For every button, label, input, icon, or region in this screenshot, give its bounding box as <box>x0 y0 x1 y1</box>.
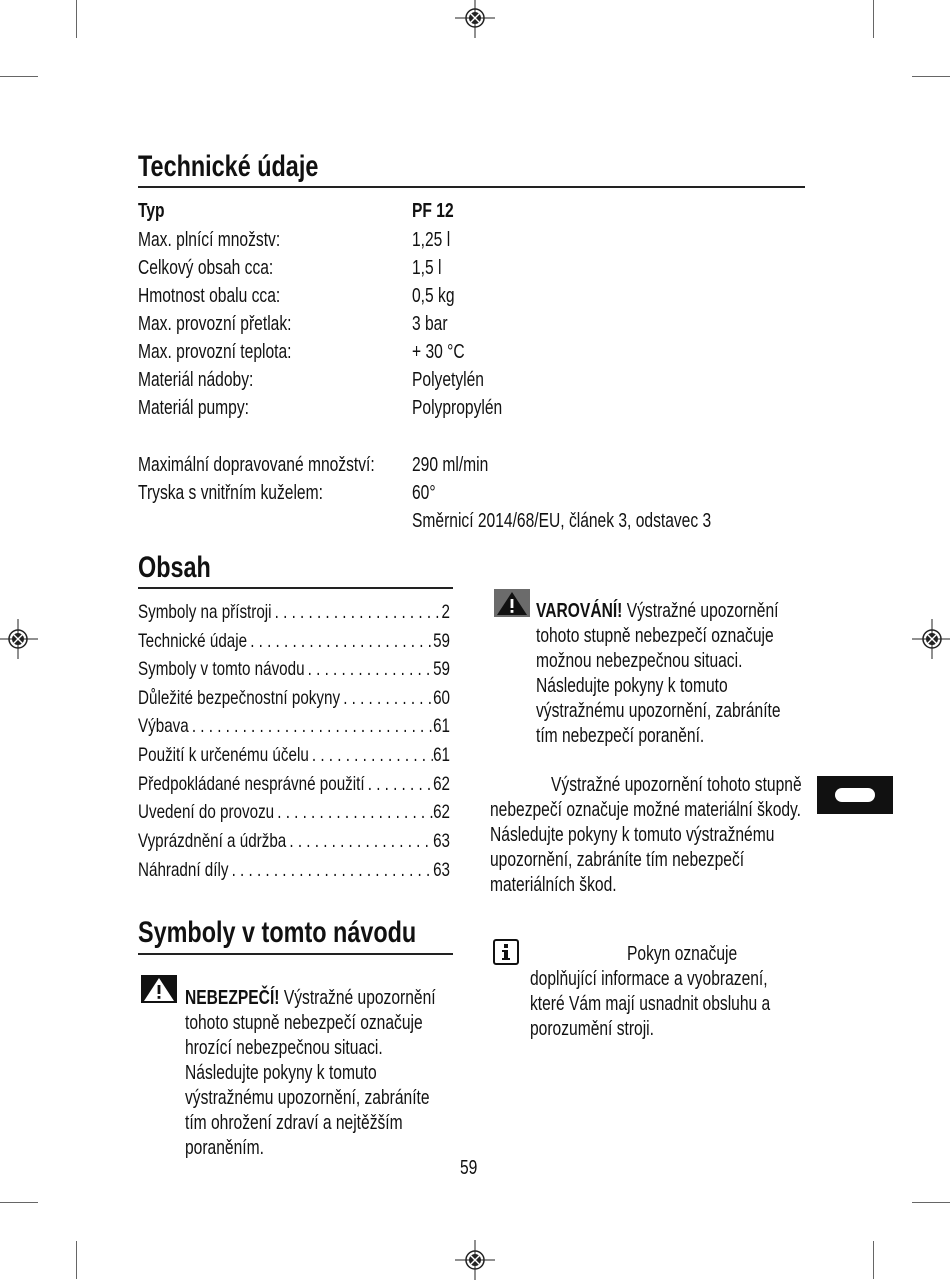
spec-header-value: PF 12 <box>412 200 454 222</box>
crop-mark <box>912 1202 950 1203</box>
registration-mark-icon <box>912 619 950 659</box>
toc-item-label: Důležité bezpečnostní pokyny <box>138 687 341 709</box>
spec-value: 0,5 kg <box>412 285 455 307</box>
spec-value: Polyetylén <box>412 369 484 391</box>
warning-notice <box>536 599 850 749</box>
warning-triangle-icon <box>141 975 177 1003</box>
registration-mark-icon <box>455 0 495 38</box>
toc-item[interactable] <box>138 799 450 825</box>
caution-line: materiálních škod. <box>490 874 617 896</box>
toc-leader <box>247 628 433 654</box>
spec-label: Maximální dopravované množství: <box>138 454 375 476</box>
toc-leader <box>228 857 433 883</box>
spec-label: Materiál nádoby: <box>138 369 254 391</box>
toc-item-label: Předpokládané nesprávné použití <box>138 773 365 795</box>
warning-line: výstražnému upozornění, zabráníte <box>536 700 781 722</box>
toc-item-label: Náhradní díly <box>138 859 229 881</box>
toc-leader <box>189 713 433 739</box>
technical-data-heading: Technické údaje <box>138 150 319 183</box>
spec-label: Max. provozní přetlak: <box>138 313 292 335</box>
toc-item-page: 60 <box>433 687 450 709</box>
crop-mark <box>873 1241 874 1279</box>
crop-mark <box>873 0 874 38</box>
warning-line: možnou nebezpečnou situaci. <box>536 650 743 672</box>
symbols-heading: Symboly v tomto návodu <box>138 916 417 949</box>
crop-mark <box>76 1241 77 1279</box>
spec-label: Max. provozní teplota: <box>138 341 292 363</box>
warning-line: tím nebezpečí poranění. <box>536 725 705 747</box>
toc-item-page: 62 <box>433 773 450 795</box>
spec-label: Celkový obsah cca: <box>138 257 274 279</box>
info-line: Pokyn označuje <box>627 943 738 965</box>
toc-item-page: 59 <box>433 630 450 652</box>
warning-line: Následujte pokyny k tomuto <box>536 675 728 697</box>
spec-value: 3 bar <box>412 313 448 335</box>
toc-item[interactable] <box>138 656 450 682</box>
crop-mark <box>0 76 38 77</box>
spec-value: Směrnicí 2014/68/EU, článek 3, odstavec 3 <box>412 510 712 532</box>
toc-item-page: 63 <box>433 830 450 852</box>
toc-leader <box>365 771 433 797</box>
toc-item[interactable] <box>138 713 450 739</box>
spec-value: + 30 °C <box>412 341 465 363</box>
info-icon <box>493 939 519 965</box>
danger-keyword: NEBEZPEČÍ! <box>185 987 280 1009</box>
danger-line: poraněním. <box>185 1137 264 1159</box>
warning-triangle-icon <box>494 589 530 617</box>
language-tab-pill <box>835 788 875 802</box>
toc-item-page: 61 <box>433 715 450 737</box>
warning-line: VAROVÁNÍ! Výstražné upozornění <box>536 600 779 622</box>
toc-item-page: 62 <box>433 801 450 823</box>
danger-line: tím ohrožení zdraví a nejtěžším <box>185 1112 403 1134</box>
warning-keyword: VAROVÁNÍ! <box>536 600 623 622</box>
spec-value: 1,5 l <box>412 257 442 279</box>
toc-leader <box>309 742 433 768</box>
contents-rule <box>138 587 453 589</box>
crop-mark <box>76 0 77 38</box>
danger-notice <box>185 986 506 1161</box>
toc-leader <box>340 685 433 711</box>
toc-item-page: 59 <box>433 658 450 680</box>
page-number: 59 <box>460 1157 478 1179</box>
toc-item-label: Výbava <box>138 715 189 737</box>
toc-item-page: 2 <box>441 601 450 623</box>
spec-label: Max. plnící množstv: <box>138 229 281 251</box>
toc-item-label: Technické údaje <box>138 630 248 652</box>
toc-leader <box>286 828 433 854</box>
spec-label: Materiál pumpy: <box>138 397 249 419</box>
info-line: které Vám mají usnadnit obsluhu a <box>530 993 771 1015</box>
registration-mark-icon <box>0 619 38 659</box>
toc-item[interactable] <box>138 628 450 654</box>
caution-line: nebezpečí označuje možné materiální škody. <box>490 799 802 821</box>
spec-value: 1,25 l <box>412 229 451 251</box>
spec-label: Hmotnost obalu cca: <box>138 285 281 307</box>
caution-line: Výstražné upozornění tohoto stupně <box>551 774 802 796</box>
spec-header-label: Typ <box>138 200 165 222</box>
toc-leader <box>305 656 434 682</box>
toc-item-page: 61 <box>433 744 450 766</box>
crop-mark <box>912 76 950 77</box>
danger-line: Následujte pokyny k tomuto <box>185 1062 377 1084</box>
danger-line: tohoto stupně nebezpečí označuje <box>185 1012 423 1034</box>
spec-value: Polypropylén <box>412 397 503 419</box>
toc-leader <box>272 599 442 625</box>
toc-item-label: Použití k určenému účelu <box>138 744 309 766</box>
technical-data-rule <box>138 186 805 188</box>
crop-mark <box>0 1202 38 1203</box>
toc-item[interactable] <box>138 857 450 883</box>
toc-item[interactable] <box>138 771 450 797</box>
toc-item-label: Uvedení do provozu <box>138 801 275 823</box>
danger-line: výstražnému upozornění, zabráníte <box>185 1087 430 1109</box>
spec-label: Tryska s vnitřním kuželem: <box>138 482 323 504</box>
toc-item[interactable] <box>138 685 450 711</box>
registration-mark-icon <box>455 1240 495 1280</box>
toc-item-label: Symboly na přístroji <box>138 601 272 623</box>
toc-item-page: 63 <box>433 859 450 881</box>
symbols-rule <box>138 953 453 955</box>
danger-line: NEBEZPEČÍ! Výstražné upozornění <box>185 987 436 1009</box>
caution-line: upozornění, zabráníte tím nebezpečí <box>490 849 745 871</box>
toc-item-label: Symboly v tomto návodu <box>138 658 305 680</box>
language-tab <box>817 776 893 814</box>
spec-value: 60° <box>412 482 436 504</box>
info-line: porozumění stroji. <box>530 1018 654 1040</box>
info-line: doplňující informace a vyobrazení, <box>530 968 768 990</box>
caution-line: Následujte pokyny k tomuto výstražnému <box>490 824 775 846</box>
warning-line: tohoto stupně nebezpečí označuje <box>536 625 774 647</box>
toc-item[interactable] <box>138 828 450 854</box>
toc-item[interactable] <box>138 599 450 625</box>
toc-item[interactable] <box>138 742 450 768</box>
danger-line: hrozící nebezpečnou situaci. <box>185 1037 383 1059</box>
contents-heading: Obsah <box>138 551 211 584</box>
spec-value: 290 ml/min <box>412 454 489 476</box>
toc-leader <box>274 799 433 825</box>
info-notice <box>530 942 838 1042</box>
toc-item-label: Vyprázdnění a údržba <box>138 830 287 852</box>
